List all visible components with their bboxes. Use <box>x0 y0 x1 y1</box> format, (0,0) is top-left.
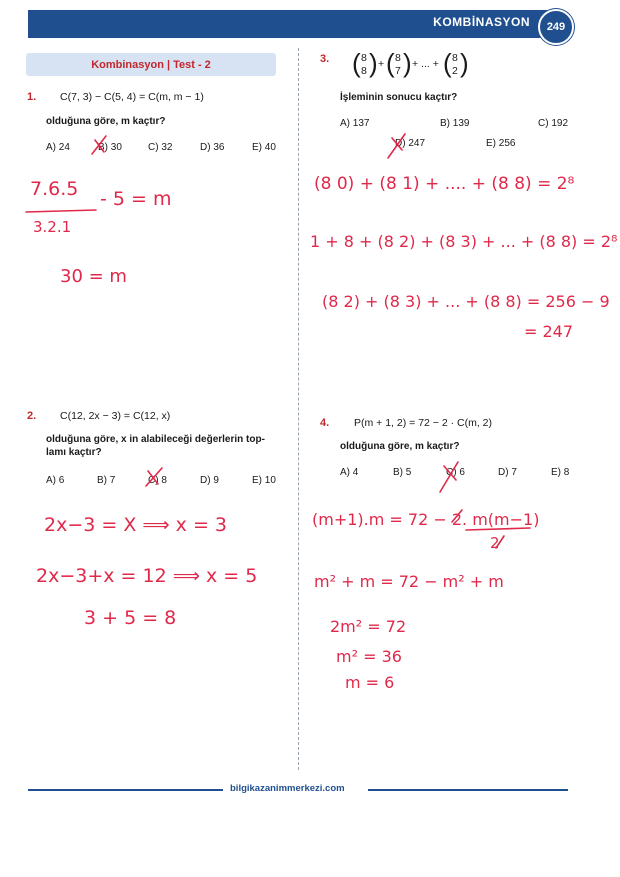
q2-number: 2. <box>27 410 37 422</box>
q2-option-a[interactable]: A) 6 <box>46 475 65 486</box>
footer-url[interactable]: bilgikazanimmerkezi.com <box>230 783 345 794</box>
q3-number: 3. <box>320 53 330 65</box>
q2-prompt-line1: olduğuna göre, x in alabileceği değerlerin top- <box>46 434 265 445</box>
q4-work-line3: 2m² = 72 <box>330 617 407 636</box>
q3-binom-3: ( 8 2 ) <box>443 48 469 78</box>
q3-option-e[interactable]: E) 256 <box>486 138 516 149</box>
page-number: 249 <box>538 9 574 45</box>
chapter-title: KOMBİNASYON <box>433 15 530 29</box>
q4-expression: P(m + 1, 2) = 72 − 2 · C(m, 2) <box>354 417 493 429</box>
q1-fraction-bar <box>26 210 96 212</box>
q3-prompt: İşleminin sonucu kaçtır? <box>340 92 458 103</box>
q4-fraction-bar <box>466 528 530 530</box>
q3-answer-mark <box>388 134 405 158</box>
q1-work-numerator: 7.6.5 <box>30 178 79 200</box>
q3-option-b[interactable]: B) 139 <box>440 118 470 129</box>
q4-option-b[interactable]: B) 5 <box>393 467 412 478</box>
q4-work-line5: m = 6 <box>345 673 395 692</box>
q1-work-result: 30 = m <box>60 266 127 287</box>
q2-option-c[interactable]: C) 8 <box>148 475 167 486</box>
q4-option-e[interactable]: E) 8 <box>551 467 570 478</box>
q1-option-d[interactable]: D) 36 <box>200 142 225 153</box>
q4-prompt: olduğuna göre, m kaçtır? <box>340 441 460 452</box>
q4-answer-mark <box>440 462 458 492</box>
q4-strike-den <box>496 536 504 548</box>
q4-number: 4. <box>320 417 330 429</box>
q3-work-line3: (8 2) + (8 3) + ... + (8 8) = 256 − 9 <box>322 292 610 311</box>
q3-option-a[interactable]: A) 137 <box>340 118 370 129</box>
q4-work-line4: m² = 36 <box>336 647 402 666</box>
q4-option-c[interactable]: C) 6 <box>446 467 465 478</box>
q1-prompt: olduğuna göre, m kaçtır? <box>46 116 166 127</box>
q4-option-a[interactable]: A) 4 <box>340 467 359 478</box>
q3-option-d[interactable]: D) 247 <box>395 138 426 149</box>
q1-option-a[interactable]: A) 24 <box>46 142 70 153</box>
q3-work-line1: (8 0) + (8 1) + .... + (8 8) = 2⁸ <box>314 174 575 194</box>
q3-binom-1: ( 8 8 ) <box>352 48 378 78</box>
q2-option-d[interactable]: D) 9 <box>200 475 219 486</box>
q1-option-b[interactable]: B) 30 <box>98 142 122 153</box>
q1-option-c[interactable]: C) 32 <box>148 142 173 153</box>
q3-expression-tail: + ... + <box>412 58 439 70</box>
q2-work-line2: 2x−3+x = 12 ⟹ x = 5 <box>36 565 258 587</box>
q4-work-line2: m² + m = 72 − m² + m <box>314 572 504 591</box>
q4-strike-2 <box>452 510 462 522</box>
q2-expression: C(12, 2x − 3) = C(12, x) <box>60 410 171 422</box>
footer-line-left <box>28 789 223 791</box>
q1-answer-mark-2 <box>95 140 104 152</box>
q2-option-b[interactable]: B) 7 <box>97 475 116 486</box>
q4-option-d[interactable]: D) 7 <box>498 467 517 478</box>
q3-binom-2: ( 8 7 ) <box>386 48 412 78</box>
q2-work-line1: 2x−3 = X ⟹ x = 3 <box>44 514 228 536</box>
q1-work-denominator: 3.2.1 <box>33 218 72 236</box>
q1-work-rest: - 5 = m <box>100 188 172 210</box>
q1-option-e[interactable]: E) 40 <box>252 142 276 153</box>
q3-option-c[interactable]: C) 192 <box>538 118 569 129</box>
q2-option-e[interactable]: E) 10 <box>252 475 276 486</box>
q4-work-line1-denominator: 2 <box>490 534 500 552</box>
q2-work-line3: 3 + 5 = 8 <box>84 607 177 629</box>
q3-plus-1: + <box>378 58 385 70</box>
footer-line-right <box>368 789 568 791</box>
q3-work-line4: = 247 <box>524 322 574 341</box>
q1-expression: C(7, 3) − C(5, 4) = C(m, m − 1) <box>60 91 204 103</box>
q4-work-line1: (m+1).m = 72 − 2. m(m−1) <box>312 510 540 529</box>
q1-number: 1. <box>27 91 37 103</box>
q2-prompt-line2: lamı kaçtır? <box>46 447 102 458</box>
test-label: Kombinasyon | Test - 2 <box>26 53 276 76</box>
q3-work-line2: 1 + 8 + (8 2) + (8 3) + ... + (8 8) = 2⁸ <box>310 232 618 251</box>
